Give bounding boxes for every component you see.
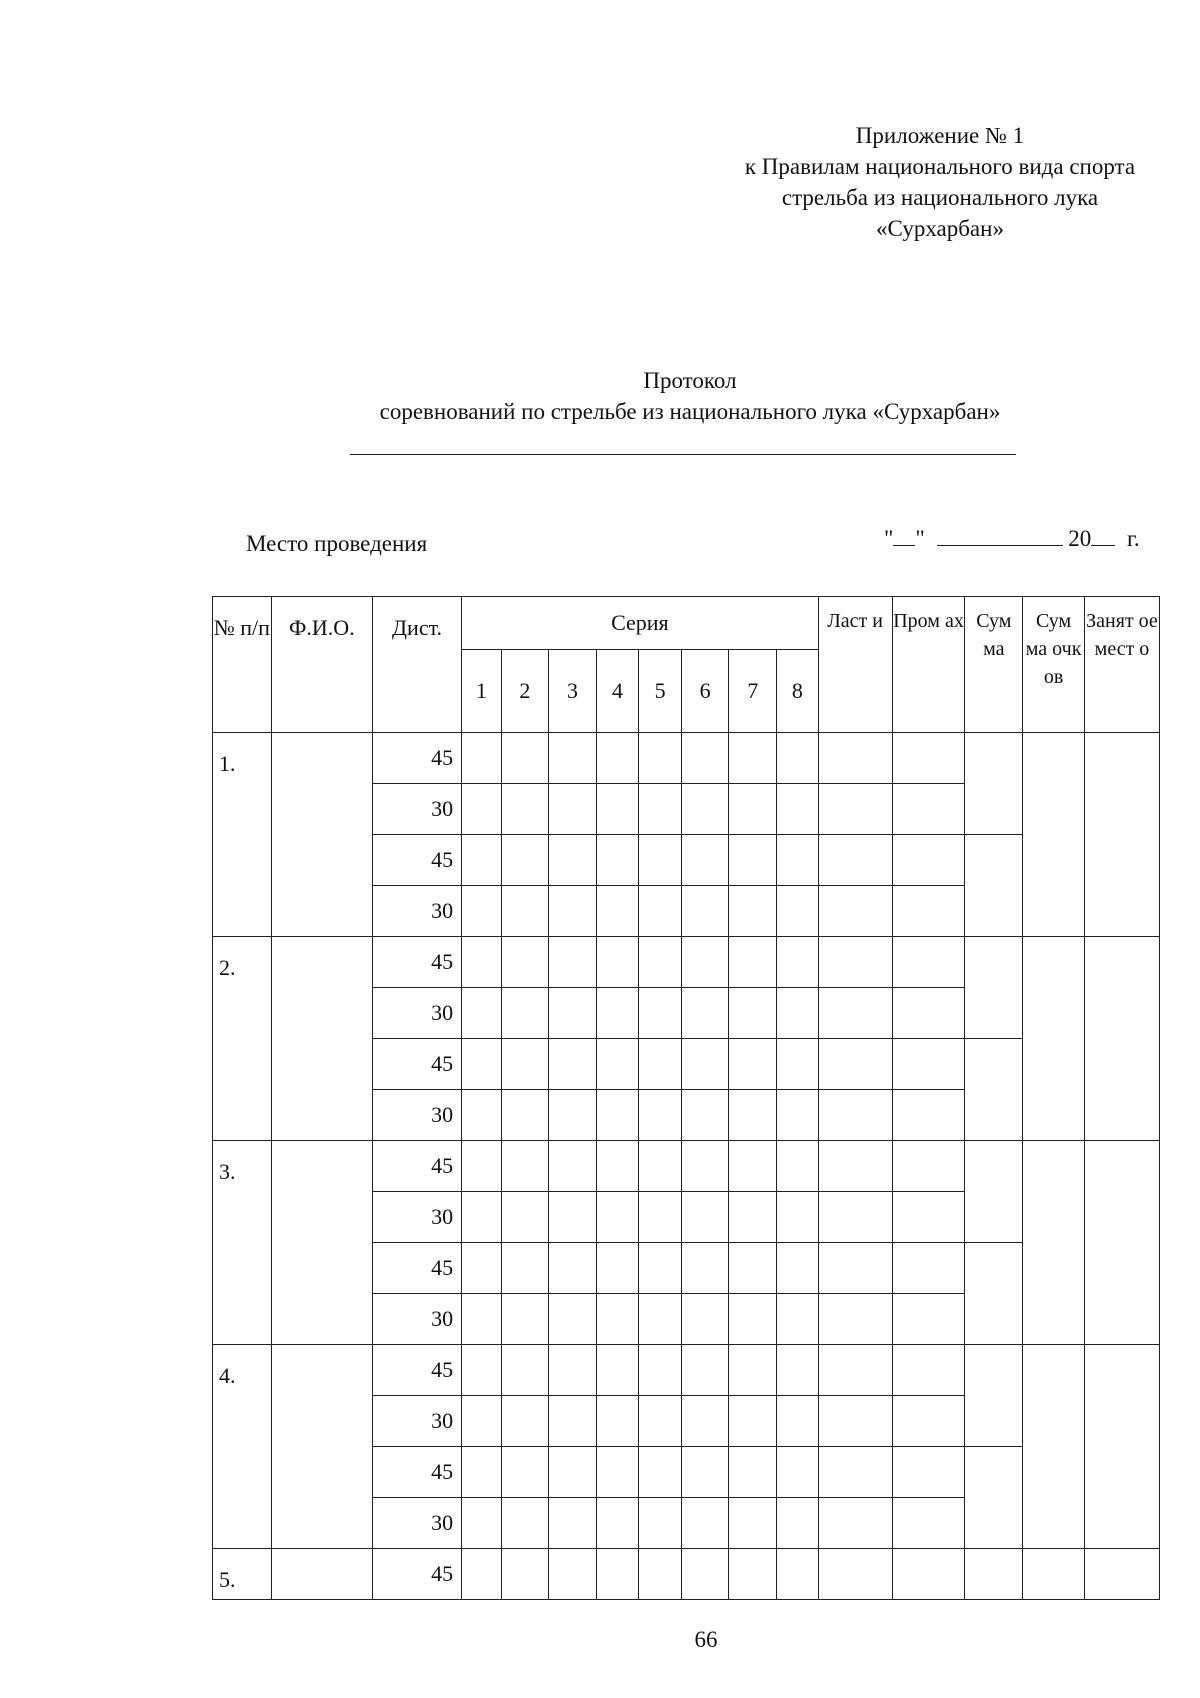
distance-cell: 30	[373, 1294, 462, 1345]
series-score-cell	[501, 1396, 549, 1447]
lasti-cell	[818, 733, 892, 784]
distance-cell: 45	[373, 1345, 462, 1396]
page-number: 66	[694, 1627, 718, 1652]
summa-cell	[965, 937, 1023, 1039]
promah-cell	[892, 835, 965, 886]
lasti-cell	[818, 1039, 892, 1090]
promah-cell	[892, 1498, 965, 1549]
distance-cell: 30	[373, 886, 462, 937]
lasti-cell	[818, 1345, 892, 1396]
series-score-cell	[549, 835, 597, 886]
distance-cell: 30	[373, 784, 462, 835]
date-year-prefix: 20	[1068, 526, 1092, 551]
series-score-cell	[681, 988, 729, 1039]
lasti-cell	[818, 1243, 892, 1294]
series-score-cell	[639, 1345, 682, 1396]
series-score-cell	[596, 1294, 639, 1345]
series-score-cell	[596, 1243, 639, 1294]
series-score-cell	[777, 1549, 819, 1600]
distance-cell: 30	[373, 988, 462, 1039]
series-score-cell	[462, 1039, 501, 1090]
series-score-cell	[596, 1090, 639, 1141]
distance-cell: 45	[373, 1549, 462, 1600]
participant-name-cell	[271, 937, 372, 1141]
series-score-cell	[681, 1243, 729, 1294]
promah-cell	[892, 1243, 965, 1294]
series-score-cell	[462, 1243, 501, 1294]
series-score-cell	[729, 988, 777, 1039]
series-score-cell	[549, 1243, 597, 1294]
distance-cell: 45	[373, 1141, 462, 1192]
lasti-cell	[818, 1141, 892, 1192]
series-score-cell	[596, 1345, 639, 1396]
header-series-2: 2	[501, 650, 549, 733]
series-score-cell	[549, 1141, 597, 1192]
promah-cell	[892, 1294, 965, 1345]
table-row	[213, 733, 1160, 784]
lasti-cell	[818, 1396, 892, 1447]
series-score-cell	[729, 1243, 777, 1294]
series-score-cell	[549, 1039, 597, 1090]
lasti-cell	[818, 835, 892, 886]
distance-cell: 45	[373, 937, 462, 988]
date-year-suffix: г.	[1127, 526, 1140, 551]
series-score-cell	[549, 1447, 597, 1498]
header-summa: Сум ма	[965, 597, 1023, 733]
lasti-cell	[818, 1498, 892, 1549]
header-series-4: 4	[596, 650, 639, 733]
series-score-cell	[639, 1549, 682, 1600]
header-series-7: 7	[729, 650, 777, 733]
appendix-header	[720, 120, 1160, 244]
series-score-cell	[549, 937, 597, 988]
series-score-cell	[596, 784, 639, 835]
series-score-cell	[729, 835, 777, 886]
place-cell	[1084, 1549, 1159, 1600]
date-month-blank	[937, 527, 1063, 546]
summa-cell	[965, 1243, 1023, 1345]
series-score-cell	[596, 1039, 639, 1090]
series-score-cell	[777, 886, 819, 937]
series-score-cell	[729, 886, 777, 937]
series-score-cell	[777, 1447, 819, 1498]
series-score-cell	[501, 1549, 549, 1600]
appendix-line-1: Приложение № 1	[855, 123, 1025, 148]
promah-cell	[892, 988, 965, 1039]
lasti-cell	[818, 1447, 892, 1498]
series-score-cell	[777, 1345, 819, 1396]
series-score-cell	[549, 1294, 597, 1345]
promah-cell	[892, 937, 965, 988]
series-score-cell	[501, 937, 549, 988]
distance-cell: 45	[373, 1447, 462, 1498]
series-score-cell	[462, 1345, 501, 1396]
series-score-cell	[596, 1549, 639, 1600]
summa-ochkov-cell	[1023, 1549, 1085, 1600]
series-score-cell	[501, 1447, 549, 1498]
series-score-cell	[777, 1498, 819, 1549]
lasti-cell	[818, 937, 892, 988]
distance-cell: 45	[373, 1243, 462, 1294]
series-score-cell	[729, 1549, 777, 1600]
series-score-cell	[777, 784, 819, 835]
series-score-cell	[777, 733, 819, 784]
series-score-cell	[639, 1090, 682, 1141]
summa-ochkov-cell	[1023, 1141, 1085, 1345]
promah-cell	[892, 784, 965, 835]
series-score-cell	[639, 1243, 682, 1294]
date-quote-close: "	[915, 526, 925, 551]
protocol-table	[212, 596, 1160, 1600]
lasti-cell	[818, 1192, 892, 1243]
series-score-cell	[549, 733, 597, 784]
series-score-cell	[462, 835, 501, 886]
promah-cell	[892, 1447, 965, 1498]
appendix-line-3: стрельба из национального лука	[781, 185, 1099, 210]
summa-cell	[965, 1345, 1023, 1447]
series-score-cell	[639, 1447, 682, 1498]
series-score-cell	[549, 988, 597, 1039]
header-series: Серия	[462, 597, 819, 650]
date-field	[884, 526, 1140, 552]
series-score-cell	[596, 886, 639, 937]
series-score-cell	[549, 886, 597, 937]
series-score-cell	[681, 1141, 729, 1192]
distance-cell: 30	[373, 1090, 462, 1141]
series-score-cell	[729, 1498, 777, 1549]
series-score-cell	[729, 1192, 777, 1243]
series-score-cell	[729, 937, 777, 988]
participant-number: 1.	[213, 733, 272, 937]
series-score-cell	[462, 1396, 501, 1447]
title-line-1: Протокол	[643, 368, 737, 393]
header-fio: Ф.И.О.	[271, 597, 372, 733]
promah-cell	[892, 886, 965, 937]
header-series-8: 8	[777, 650, 819, 733]
series-score-cell	[777, 1039, 819, 1090]
series-score-cell	[501, 733, 549, 784]
participant-number: 3.	[213, 1141, 272, 1345]
header-lasti: Ласт и	[818, 597, 892, 733]
series-score-cell	[681, 733, 729, 784]
series-score-cell	[681, 1396, 729, 1447]
series-score-cell	[501, 1294, 549, 1345]
table-row	[213, 1345, 1160, 1396]
distance-cell: 30	[373, 1396, 462, 1447]
series-score-cell	[729, 733, 777, 784]
distance-cell: 45	[373, 835, 462, 886]
place-cell	[1084, 937, 1159, 1141]
summa-cell	[965, 733, 1023, 835]
header-num: № п/п	[213, 597, 272, 733]
series-score-cell	[596, 1396, 639, 1447]
series-score-cell	[501, 1141, 549, 1192]
series-score-cell	[501, 1039, 549, 1090]
series-score-cell	[462, 1192, 501, 1243]
lasti-cell	[818, 784, 892, 835]
table-row	[213, 1549, 1160, 1600]
summa-cell	[965, 1039, 1023, 1141]
series-score-cell	[681, 937, 729, 988]
series-score-cell	[501, 1345, 549, 1396]
title-line-2: соревнований по стрельбе из национального лука «Сурхарбан»	[379, 399, 1001, 424]
distance-cell: 30	[373, 1498, 462, 1549]
lasti-cell	[818, 1549, 892, 1600]
series-score-cell	[596, 1498, 639, 1549]
series-score-cell	[549, 1396, 597, 1447]
series-score-cell	[639, 886, 682, 937]
header-series-1: 1	[462, 650, 501, 733]
series-score-cell	[681, 1294, 729, 1345]
promah-cell	[892, 1039, 965, 1090]
summa-ochkov-cell	[1023, 733, 1085, 937]
lasti-cell	[818, 988, 892, 1039]
series-score-cell	[501, 1498, 549, 1549]
series-score-cell	[729, 1141, 777, 1192]
header-place: Занят ое мест о	[1084, 597, 1159, 733]
series-score-cell	[639, 733, 682, 784]
date-year-blank	[1091, 527, 1115, 546]
series-score-cell	[681, 1345, 729, 1396]
series-score-cell	[639, 937, 682, 988]
series-score-cell	[501, 784, 549, 835]
series-score-cell	[777, 1243, 819, 1294]
venue-label: Место проведения	[246, 531, 428, 556]
series-score-cell	[639, 1039, 682, 1090]
lasti-cell	[818, 1294, 892, 1345]
promah-cell	[892, 1192, 965, 1243]
promah-cell	[892, 1396, 965, 1447]
header-series-6: 6	[681, 650, 729, 733]
series-score-cell	[681, 886, 729, 937]
series-score-cell	[501, 988, 549, 1039]
series-score-cell	[462, 1498, 501, 1549]
series-score-cell	[639, 784, 682, 835]
series-score-cell	[501, 886, 549, 937]
series-score-cell	[462, 937, 501, 988]
series-score-cell	[549, 784, 597, 835]
date-quote-open: "	[884, 526, 894, 551]
series-score-cell	[681, 835, 729, 886]
series-score-cell	[777, 1294, 819, 1345]
series-score-cell	[462, 784, 501, 835]
promah-cell	[892, 1549, 965, 1600]
series-score-cell	[639, 835, 682, 886]
summa-ochkov-cell	[1023, 937, 1085, 1141]
series-score-cell	[681, 784, 729, 835]
series-score-cell	[639, 1294, 682, 1345]
participant-number: 5.	[213, 1549, 272, 1600]
participant-name-cell	[271, 733, 372, 937]
document-title	[340, 365, 1040, 427]
series-score-cell	[681, 1549, 729, 1600]
header-summa-ochkov: Сум ма очк ов	[1023, 597, 1085, 733]
header-promah: Пром ах	[892, 597, 965, 733]
series-score-cell	[639, 988, 682, 1039]
series-score-cell	[462, 988, 501, 1039]
participant-name-cell	[271, 1345, 372, 1549]
participant-name-cell	[271, 1549, 372, 1600]
series-score-cell	[729, 1447, 777, 1498]
promah-cell	[892, 1090, 965, 1141]
place-cell	[1084, 1141, 1159, 1345]
series-score-cell	[681, 1498, 729, 1549]
series-score-cell	[777, 1141, 819, 1192]
series-score-cell	[596, 1192, 639, 1243]
series-score-cell	[729, 784, 777, 835]
series-score-cell	[462, 1447, 501, 1498]
appendix-line-4: «Сурхарбан»	[876, 216, 1004, 241]
participant-number: 2.	[213, 937, 272, 1141]
series-score-cell	[729, 1090, 777, 1141]
header-dist: Дист.	[373, 597, 462, 733]
series-score-cell	[549, 1549, 597, 1600]
participant-name-cell	[271, 1141, 372, 1345]
series-score-cell	[549, 1192, 597, 1243]
series-score-cell	[549, 1498, 597, 1549]
date-day-blank	[893, 527, 915, 546]
table-row	[213, 937, 1160, 988]
table-header	[213, 597, 1160, 733]
series-score-cell	[681, 1039, 729, 1090]
promah-cell	[892, 1345, 965, 1396]
series-score-cell	[777, 937, 819, 988]
series-score-cell	[639, 1192, 682, 1243]
series-score-cell	[639, 1396, 682, 1447]
series-score-cell	[462, 1549, 501, 1600]
series-score-cell	[549, 1090, 597, 1141]
series-score-cell	[777, 835, 819, 886]
series-score-cell	[501, 1090, 549, 1141]
participant-number: 4.	[213, 1345, 272, 1549]
series-score-cell	[596, 1447, 639, 1498]
distance-cell: 45	[373, 733, 462, 784]
series-score-cell	[681, 1192, 729, 1243]
series-score-cell	[777, 1192, 819, 1243]
summa-ochkov-cell	[1023, 1345, 1085, 1549]
summa-cell	[965, 1141, 1023, 1243]
series-score-cell	[462, 1294, 501, 1345]
series-score-cell	[729, 1039, 777, 1090]
series-score-cell	[462, 1141, 501, 1192]
lasti-cell	[818, 1090, 892, 1141]
series-score-cell	[596, 937, 639, 988]
place-cell	[1084, 733, 1159, 937]
header-series-3: 3	[549, 650, 597, 733]
promah-cell	[892, 733, 965, 784]
title-underline	[350, 454, 1016, 455]
appendix-line-2: к Правилам национального вида спорта	[744, 154, 1136, 179]
series-score-cell	[462, 733, 501, 784]
series-score-cell	[729, 1345, 777, 1396]
summa-cell	[965, 835, 1023, 937]
series-score-cell	[681, 1090, 729, 1141]
header-series-5: 5	[639, 650, 682, 733]
series-score-cell	[777, 1090, 819, 1141]
lasti-cell	[818, 886, 892, 937]
summa-cell	[965, 1549, 1023, 1600]
series-score-cell	[549, 1345, 597, 1396]
series-score-cell	[681, 1447, 729, 1498]
series-score-cell	[777, 988, 819, 1039]
series-score-cell	[596, 835, 639, 886]
series-score-cell	[729, 1396, 777, 1447]
series-score-cell	[596, 1141, 639, 1192]
summa-cell	[965, 1447, 1023, 1549]
table-row	[213, 1141, 1160, 1192]
series-score-cell	[596, 733, 639, 784]
series-score-cell	[729, 1294, 777, 1345]
place-cell	[1084, 1345, 1159, 1549]
series-score-cell	[462, 1090, 501, 1141]
series-score-cell	[777, 1396, 819, 1447]
series-score-cell	[501, 1192, 549, 1243]
promah-cell	[892, 1141, 965, 1192]
distance-cell: 30	[373, 1192, 462, 1243]
series-score-cell	[501, 1243, 549, 1294]
series-score-cell	[462, 886, 501, 937]
series-score-cell	[639, 1498, 682, 1549]
series-score-cell	[501, 835, 549, 886]
series-score-cell	[639, 1141, 682, 1192]
table-body	[213, 733, 1160, 1600]
series-score-cell	[596, 988, 639, 1039]
distance-cell: 45	[373, 1039, 462, 1090]
